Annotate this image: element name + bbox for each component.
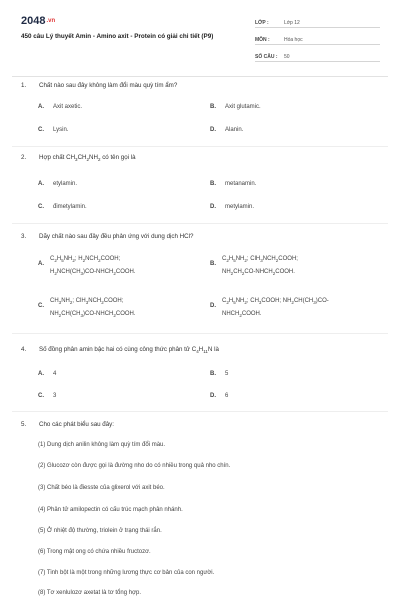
logo-number: 2048 xyxy=(21,15,46,27)
option-text-line1: $C_2H_5NH_2$; $CH_3COOH$; $NH_2CH(CH_3)CO-$ xyxy=(222,298,329,306)
option-label: D. xyxy=(210,127,216,133)
question-number: 2. xyxy=(21,154,27,161)
option-text: 3 xyxy=(53,393,57,399)
question-text: Hợp chất $CH_3CH_2NH_2$ có tên gọi là xyxy=(39,154,136,163)
option-label: A. xyxy=(38,371,44,377)
option-text: 6 xyxy=(225,393,229,399)
option-label: A. xyxy=(38,104,44,110)
question-number: 3. xyxy=(21,233,27,240)
logo-tld: .vn xyxy=(46,18,56,25)
separator xyxy=(12,333,388,334)
option-label: A. xyxy=(38,261,44,267)
statement-8: (8) Tơ xenlulozơ axetat là tơ tổng hợp. xyxy=(38,590,142,596)
option-text: Axit glutamic. xyxy=(225,104,261,110)
option-text-line1: $C_2H_5NH_2$; $ClH_3NCH_2COOH$; xyxy=(222,256,298,264)
option-text-line1: $C_2H_5NH_2$; $H_2NCH_2COOH$; xyxy=(50,256,121,264)
option-label: D. xyxy=(210,393,216,399)
option-label: B. xyxy=(210,261,216,267)
meta-class xyxy=(255,14,380,28)
option-label: B. xyxy=(210,371,216,377)
meta-class-value: Lớp 12 xyxy=(284,20,300,26)
option-text: Lysin. xyxy=(53,127,69,133)
meta-subject-key: MÔN : xyxy=(255,37,270,43)
option-text: 5 xyxy=(225,371,229,377)
option-text-line2: $H_2NCH(CH_3)CO-NHCH_2COOH$. xyxy=(50,269,136,277)
meta-class-key: LỚP : xyxy=(255,20,269,26)
statement-4: (4) Phân tử amilopectin có cấu trúc mạch phân nhánh. xyxy=(38,507,183,513)
option-label: D. xyxy=(210,303,216,309)
meta-count-key: SỐ CÂU : xyxy=(255,54,278,60)
statement-6: (6) Trong mật ong có chứa nhiều fructozơ. xyxy=(38,549,151,555)
question-number: 1. xyxy=(21,82,27,89)
site-logo[interactable] xyxy=(21,15,55,27)
statement-7: (7) Tinh bột là một trong những lương thực cơ bản của con người. xyxy=(38,570,215,576)
document-title: 450 câu Lý thuyết Amin - Amino axit - Protein có giải chi tiết (P9) xyxy=(21,33,214,40)
option-text-line2: $NH_2CH_2CO-NHCH_2COOH$. xyxy=(222,269,295,277)
meta-subject xyxy=(255,31,380,45)
separator xyxy=(12,411,388,412)
option-text: Axit axetic. xyxy=(53,104,83,110)
option-label: B. xyxy=(210,104,216,110)
option-text-line1: $CH_3NH_2$; $ClH_3NCH_2COOH$; xyxy=(50,298,124,306)
option-label: C. xyxy=(38,393,44,399)
option-text: Alanin. xyxy=(225,127,244,133)
statement-5: (5) Ở nhiệt độ thường, triolein ở trạng thái rắn. xyxy=(38,528,162,534)
header-divider xyxy=(12,76,388,77)
option-text: metanamin. xyxy=(225,181,257,187)
statement-1: (1) Dung dịch anilin không làm quỳ tím đổi màu. xyxy=(38,442,166,448)
question-text: Chất nào sau đây không làm đổi màu quỳ tím ẩm? xyxy=(39,82,178,89)
meta-subject-value: Hóa học xyxy=(284,37,303,43)
meta-count xyxy=(255,48,380,62)
header xyxy=(0,0,400,76)
option-text-line2: $NHCH_2COOH$. xyxy=(222,311,262,319)
option-label: B. xyxy=(210,181,216,187)
option-label: A. xyxy=(38,181,44,187)
meta-count-value: 50 xyxy=(284,54,290,60)
question-text: Dãy chất nào sau đây đều phản ứng với dung dịch HCl? xyxy=(39,233,194,240)
option-text-line2: $NH_2CH(CH_3)CO-NHCH_2COOH$. xyxy=(50,311,136,319)
separator xyxy=(12,146,388,147)
question-number: 5. xyxy=(21,421,27,428)
question-text: Số đồng phân amin bậc hai có cùng công thức phân tử $C_4H_{11}N$ là xyxy=(39,346,219,355)
statement-3: (3) Chất béo là điesste của glixerol với axit béo. xyxy=(38,485,165,491)
option-label: C. xyxy=(38,204,44,210)
option-text: 4 xyxy=(53,371,57,377)
document-meta xyxy=(255,14,380,65)
question-text: Cho các phát biểu sau đây: xyxy=(39,421,114,428)
option-label: C. xyxy=(38,303,44,309)
option-text: metylamin. xyxy=(225,204,255,210)
option-label: D. xyxy=(210,204,216,210)
option-text: đimetylamin. xyxy=(53,204,87,210)
option-text: etylamin. xyxy=(53,181,78,187)
separator xyxy=(12,223,388,224)
question-number: 4. xyxy=(21,346,27,353)
option-label: C. xyxy=(38,127,44,133)
statement-2: (2) Glucozơ còn được gọi là đường nho do có nhiều trong quả nho chín. xyxy=(38,463,231,469)
